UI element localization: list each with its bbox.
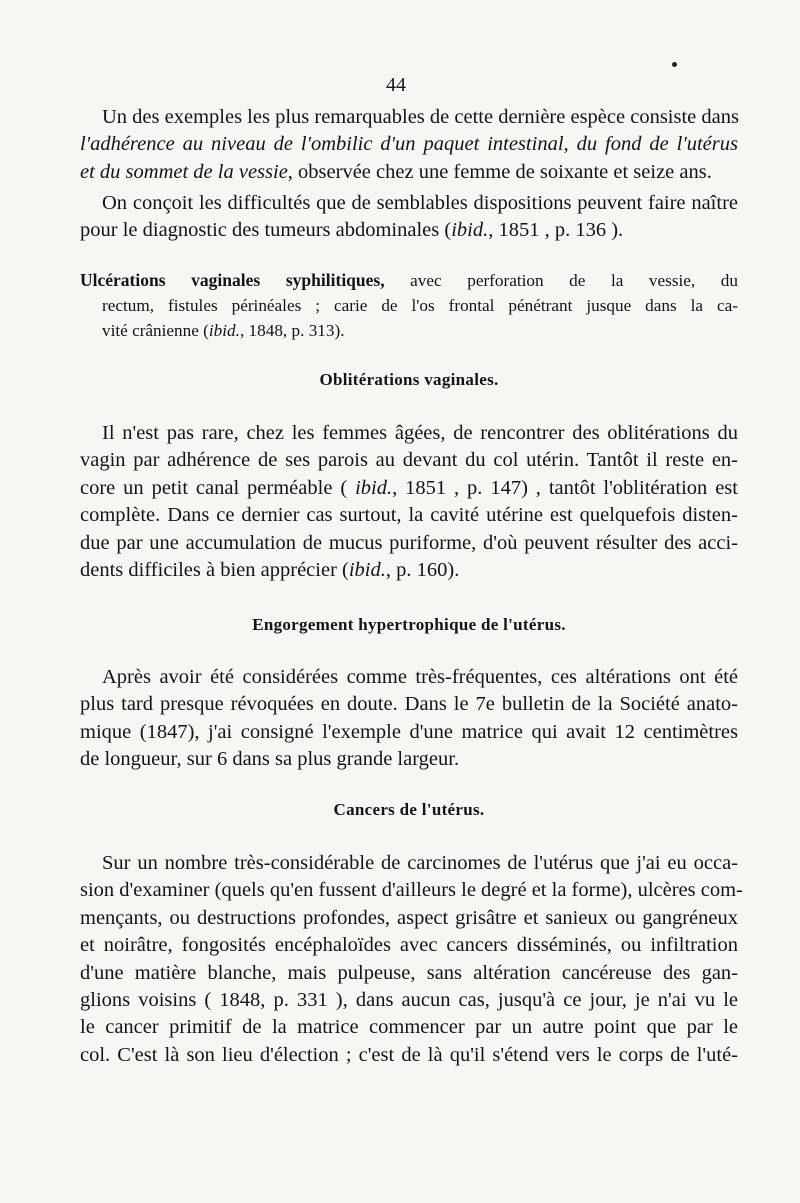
text-line xyxy=(80,159,738,186)
text-line: plus tard presque révoquées en doute. Dans le 7e bulletin de la Société anato- xyxy=(80,693,738,716)
paragraph-diagnostic xyxy=(80,190,738,245)
text-line: Un des exemples les plus remarquables de cette dernière espèce consiste dans xyxy=(102,106,739,128)
inline-heading: Ulcérations vaginales syphilitiques, xyxy=(80,270,385,290)
text-line xyxy=(80,268,738,293)
section-heading-engorgement: Engorgement hypertrophique de l'utérus. xyxy=(252,615,566,634)
text-line: vagin par adhérence de ses parois au devant du col utérin. Tantôt il reste en- xyxy=(80,449,738,472)
text-line: Après avoir été considérées comme très-fréquentes, ces altérations ont été xyxy=(102,666,738,688)
text-line xyxy=(80,475,738,502)
text-line: glions voisins ( 1848, p. 331 ), dans aucun cas, jusqu'à ce jour, je n'ai vu le xyxy=(80,989,738,1012)
section-heading-obliterations: Oblitérations vaginales. xyxy=(319,370,499,389)
paragraph-obliterations xyxy=(80,420,738,584)
paragraph-engorgement xyxy=(80,664,738,774)
text-span: , 1851 , p. 147) , tantôt l'oblitération est xyxy=(392,476,738,499)
italic-text: ibid. xyxy=(208,321,240,340)
text-line: Il n'est pas rare, chez les femmes âgées, de rencontrer des oblitérations du xyxy=(102,422,738,444)
text-span: , observée chez une femme de soixante et seize ans. xyxy=(287,160,712,183)
text-line: mençants, ou destructions profondes, aspect grisâtre et sanieux ou gangréneux xyxy=(80,906,738,929)
text-line: d'une matière blanche, mais pulpeuse, sans altération cancéreuse des gan- xyxy=(80,961,738,984)
text-line: due par une accumulation de mucus puriforme, d'où peuvent résulter des acci- xyxy=(80,531,738,554)
text-span: pour le diagnostic des tumeurs abdominales ( xyxy=(80,219,452,242)
paragraph-cancers xyxy=(80,850,743,1069)
italic-text: et du sommet de la vessie xyxy=(80,160,288,183)
text-line xyxy=(80,217,738,244)
italic-text: ibid. xyxy=(355,476,393,499)
section-heading-cancers: Cancers de l'utérus. xyxy=(333,800,485,819)
text-line: col. C'est là son lieu d'élection ; c'est de là qu'il s'étend vers le corps de l'uté- xyxy=(80,1043,738,1066)
text-line: complète. Dans ce dernier cas surtout, la cavité utérine est quelquefois disten- xyxy=(80,504,738,527)
text-line: et noirâtre, fongosités encéphaloïdes avec cancers disséminés, ou infiltration xyxy=(80,934,738,957)
text-line: mique (1847), j'ai consigné l'exemple d'une matrice qui avait 12 centimètres xyxy=(80,720,738,743)
text-span: dents difficiles à bien apprécier ( xyxy=(80,559,349,582)
italic-text: ibid. xyxy=(451,219,489,242)
text-line: de longueur, sur 6 dans sa plus grande largeur. xyxy=(80,748,460,771)
text-line: Sur un nombre très-considérable de carcinomes de l'utérus que j'ai eu occa- xyxy=(102,852,738,874)
paragraph-adherence xyxy=(80,104,738,186)
text-line xyxy=(80,318,738,343)
text-span: vité crânienne ( xyxy=(102,321,209,340)
text-line xyxy=(80,557,738,584)
page-number: 44 xyxy=(386,74,406,96)
ink-dot xyxy=(672,62,677,67)
text-span: , 1851 , p. 136 ). xyxy=(488,219,624,242)
text-span: , 1848, p. 313). xyxy=(239,321,345,340)
text-span: , p. 160). xyxy=(385,559,460,582)
text-line: On conçoit les difficultés que de semblables dispositions peuvent faire naître xyxy=(102,192,738,214)
text-span: avec perforation de la vessie, du xyxy=(384,271,738,290)
text-span: core un petit canal perméable ( xyxy=(80,476,356,499)
italic-text: l'adhérence au niveau de l'ombilic d'un paquet intestinal, du fond de l'utérus xyxy=(80,133,738,156)
text-line: sion d'examiner (quels qu'en fussent d'ailleurs le degré et la forme), ulcères com- xyxy=(80,879,743,902)
text-line: rectum, fistules périnéales ; carie de l'os frontal pénétrant jusque dans la ca- xyxy=(102,296,738,315)
italic-text: ibid. xyxy=(348,559,386,582)
paragraph-ulcerations xyxy=(80,268,738,343)
text-line: le cancer primitif de la matrice commencer par un autre point que par le xyxy=(80,1016,738,1039)
text-line xyxy=(80,131,738,158)
